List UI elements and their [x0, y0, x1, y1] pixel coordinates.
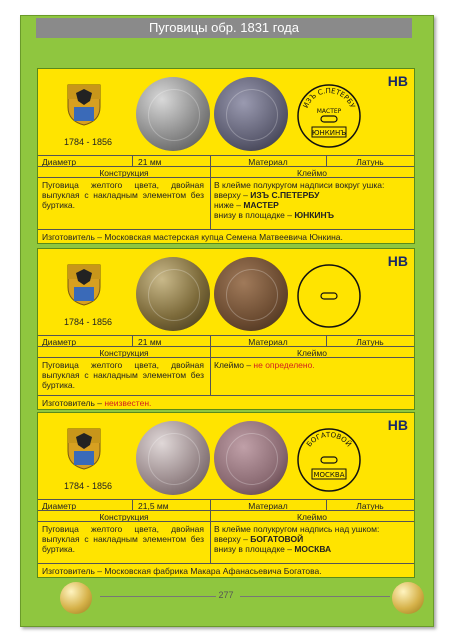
spec-table	[38, 155, 414, 243]
years-label: 1784 - 1856	[63, 317, 113, 327]
table-row	[38, 229, 414, 244]
table-row: Конструкция Клеймо	[38, 166, 414, 178]
button-front-photo	[136, 257, 210, 331]
medal-right-icon	[392, 582, 424, 614]
table-row	[38, 395, 414, 410]
stamp-top-text: БОГАТОВОЙ	[305, 430, 353, 449]
button-back-photo	[214, 77, 288, 151]
table-row: Конструкция Клеймо	[38, 346, 414, 358]
badge-label: НВ	[387, 73, 408, 89]
card-header	[38, 69, 414, 155]
badge-label: НВ	[387, 253, 408, 269]
card-header	[38, 249, 414, 335]
svg-text:ИЗЪ С.ПЕТЕРБУ	[302, 87, 357, 110]
stamp-drawing	[296, 427, 362, 493]
table-row	[38, 357, 414, 396]
card-header	[38, 413, 414, 499]
coat-of-arms-icon	[66, 427, 102, 471]
badge-label: НВ	[387, 417, 408, 433]
footer-divider-right	[240, 596, 390, 597]
maker-text: Изготовитель – Московская фабрика Макара Афанасьевича Богатова.	[42, 566, 322, 576]
button-card-2	[37, 248, 415, 410]
description-text: Пуговица желтого цвета, двойная выпуклая с накладным элементом без буртика.	[42, 360, 204, 390]
coat-of-arms-icon	[66, 263, 102, 307]
button-back-photo	[214, 257, 288, 331]
table-row	[38, 521, 414, 564]
table-row: Диаметр 21 мм Материал Латунь	[38, 335, 414, 347]
stamp-drawing	[296, 83, 362, 149]
stamp-drawing	[296, 263, 362, 329]
stamp-description: В клейме полукругом надписи вокруг ушка: вверху – ИЗЪ С.ПЕТЕРБУ ниже – МАСТЕР внизу в площадке – ЮНКИНЪ	[214, 180, 385, 220]
coat-of-arms-icon	[66, 83, 102, 127]
maker-text: Изготовитель – Московская мастерская купца Семена Матвеевича Юнкина.	[42, 232, 343, 242]
stamp-bottom-text: МОСКВА	[313, 471, 345, 479]
button-back-photo	[214, 421, 288, 495]
years-label: 1784 - 1856	[63, 481, 113, 491]
table-row	[38, 563, 414, 578]
maker-text: Изготовитель – неизвестен.	[42, 398, 152, 408]
button-front-photo	[136, 421, 210, 495]
spec-table	[38, 335, 414, 409]
table-row	[38, 177, 414, 230]
stamp-bottom-text: ЮНКИНЪ	[311, 129, 347, 137]
stamp-mid-text: МАСТЕР	[316, 108, 342, 115]
years-label: 1784 - 1856	[63, 137, 113, 147]
button-card-3	[37, 412, 415, 578]
page-number: 277	[218, 590, 234, 600]
spec-table	[38, 499, 414, 577]
stamp-top-text: ИЗЪ С.ПЕТЕРБУ	[301, 86, 357, 110]
button-front-photo	[136, 77, 210, 151]
description-text: Пуговица желтого цвета, двойная выпуклая с накладным элементом без буртика.	[42, 524, 204, 554]
table-row: Конструкция Клеймо	[38, 510, 414, 522]
description-text: Пуговица желтого цвета, двойная выпуклая с накладным элементом без буртика.	[42, 180, 204, 210]
button-card-1	[37, 68, 415, 244]
stamp-description: В клейме полукругом надпись над ушком: вверху – БОГАТОВОЙ внизу в площадке – МОСКВА	[214, 524, 380, 554]
table-row: Диаметр 21 мм Материал Латунь	[38, 155, 414, 167]
stamp-description: Клеймо – не определено.	[214, 360, 315, 370]
table-row: Диаметр 21,5 мм Материал Латунь	[38, 499, 414, 511]
page-title: Пуговицы обр. 1831 года	[36, 18, 412, 38]
